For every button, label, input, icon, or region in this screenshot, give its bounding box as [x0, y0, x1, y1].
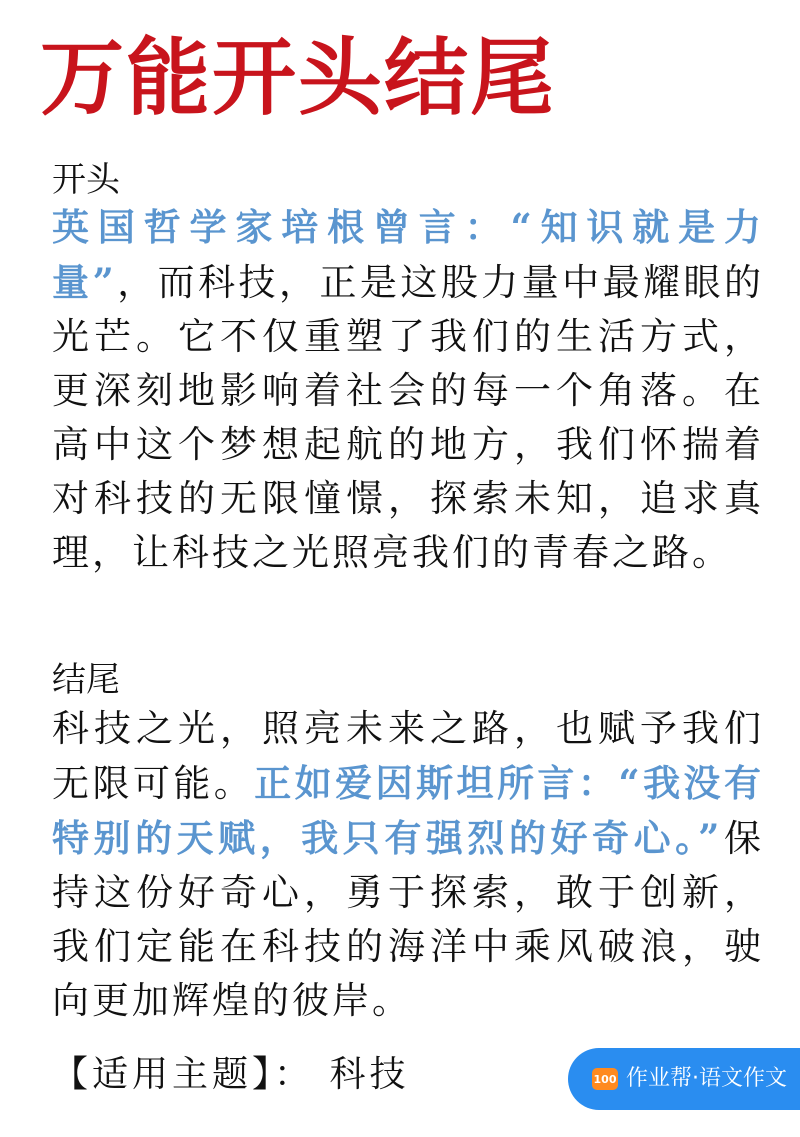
brand-badge: [568, 1048, 800, 1110]
opening-paragraph: [52, 200, 764, 580]
opening-quote: 英国哲学家培根曾言：“知识就是力量”: [52, 205, 764, 304]
theme-line: 【适用主题】： 科技: [52, 1054, 410, 1095]
closing-text-after: 保持这份好奇心，勇于探索，敢于创新，我们定能在科技的海洋中乘风破浪，驶向更加辉煌的彼岸。: [52, 817, 765, 1022]
brand-logo-icon: 100: [592, 1068, 618, 1090]
brand-name: 作业帮·语文作文: [626, 1066, 787, 1091]
closing-quote: 正如爱因斯坦所言：“我没有特别的天赋，我只有强烈的好奇心。”: [52, 761, 764, 860]
closing-paragraph: [52, 702, 764, 1028]
closing-text-before: 科技之光，照亮未来之路，也赋予我们无限可能。: [52, 707, 764, 805]
opening-label: 开头: [52, 160, 120, 200]
page-title: 万能开头结尾: [40, 29, 557, 127]
closing-label: 结尾: [52, 660, 120, 700]
opening-text: ，而科技，正是这股力量中最耀眼的光芒。它不仅重塑了我们的生活方式，更深刻地影响着社会的每一个角落。在高中这个梦想起航的地方，我们怀揣着对科技的无限憧憬，探索未知，追求真理，让科技之光照亮我们的青春之路。: [52, 261, 764, 574]
